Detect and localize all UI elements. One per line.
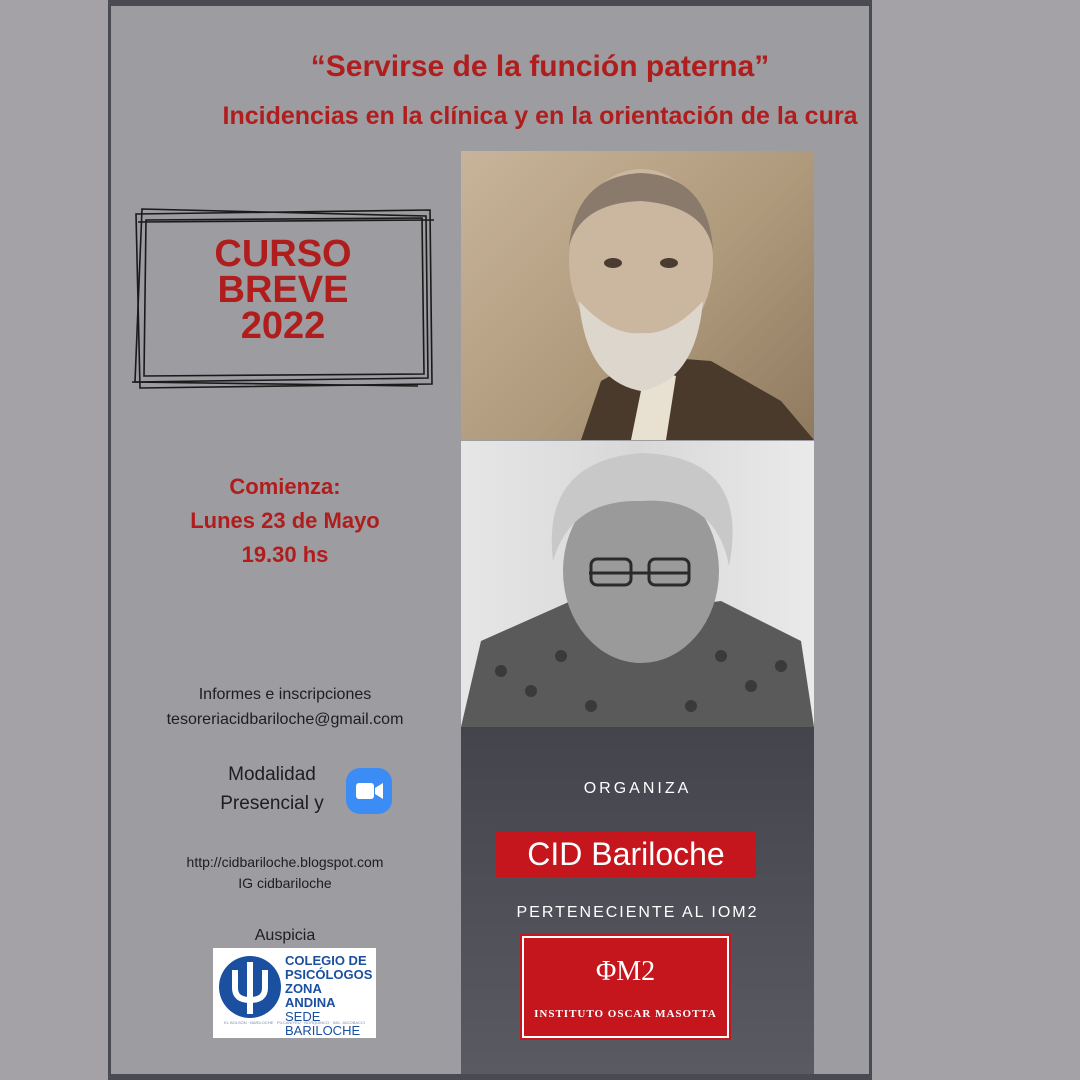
instagram-handle[interactable]: IG cidbariloche [238, 875, 332, 891]
institute-logo [522, 936, 729, 1038]
course-badge [132, 206, 434, 390]
sponsor-logo-line-1: COLEGIO DE [285, 953, 367, 968]
psi-logo-icon [215, 952, 285, 1022]
modality-line-1: Modalidad [228, 764, 316, 785]
start-label: Comienza: [229, 474, 341, 499]
contact-label: Informes e inscripciones [198, 686, 372, 703]
contact-info [132, 682, 438, 732]
poster-title: “Servirse de la función paterna” [310, 50, 770, 83]
organizer-affiliation: PERTENECIENTE AL IOM2 [516, 904, 759, 921]
portrait-bw-icon [461, 441, 814, 727]
portrait-photo-top [461, 151, 814, 440]
sponsor-logo-line-3: ZONA ANDINA [285, 981, 336, 1010]
blog-link[interactable]: http://cidbariloche.blogspot.com [186, 854, 384, 870]
institute-logo-mark: ΦM2 [595, 956, 656, 987]
web-links [132, 852, 438, 894]
course-line-3: 2022 [240, 305, 326, 347]
sponsor-logo-line-2: PSICÓLOGOS [285, 967, 373, 982]
modality-text [210, 760, 334, 818]
institute-name: INSTITUTO OSCAR MASOTTA [534, 1008, 717, 1020]
zoom-video-icon [346, 768, 392, 814]
start-date: Lunes 23 de Mayo [190, 508, 380, 533]
portrait-sepia-icon [461, 151, 814, 440]
modality-line-2: Presencial y [220, 793, 324, 814]
course-line-2: BREVE [217, 269, 349, 311]
sponsor-logo-sub: EL BOLSÓN · BARILOCHE · PILCANIYEU · ÑORQUINCO · ING. JACOBACCI [224, 1020, 365, 1025]
organizer-label: ORGANIZA [583, 780, 692, 797]
start-time: 19.30 hs [241, 542, 329, 567]
sponsor-label: Auspicia [254, 927, 316, 944]
course-line-1: CURSO [214, 233, 352, 275]
sponsor-logo [213, 948, 376, 1038]
poster-subtitle: Incidencias en la clínica y en la orientación de la cura [222, 102, 858, 130]
sponsor-logo-line-4: SEDE BARILOCHE [285, 1009, 361, 1038]
start-info [132, 470, 438, 572]
organizer-name: CID Bariloche [496, 831, 756, 877]
contact-email[interactable]: tesoreriacidbariloche@gmail.com [166, 711, 404, 728]
portrait-photo-bottom [461, 441, 814, 727]
